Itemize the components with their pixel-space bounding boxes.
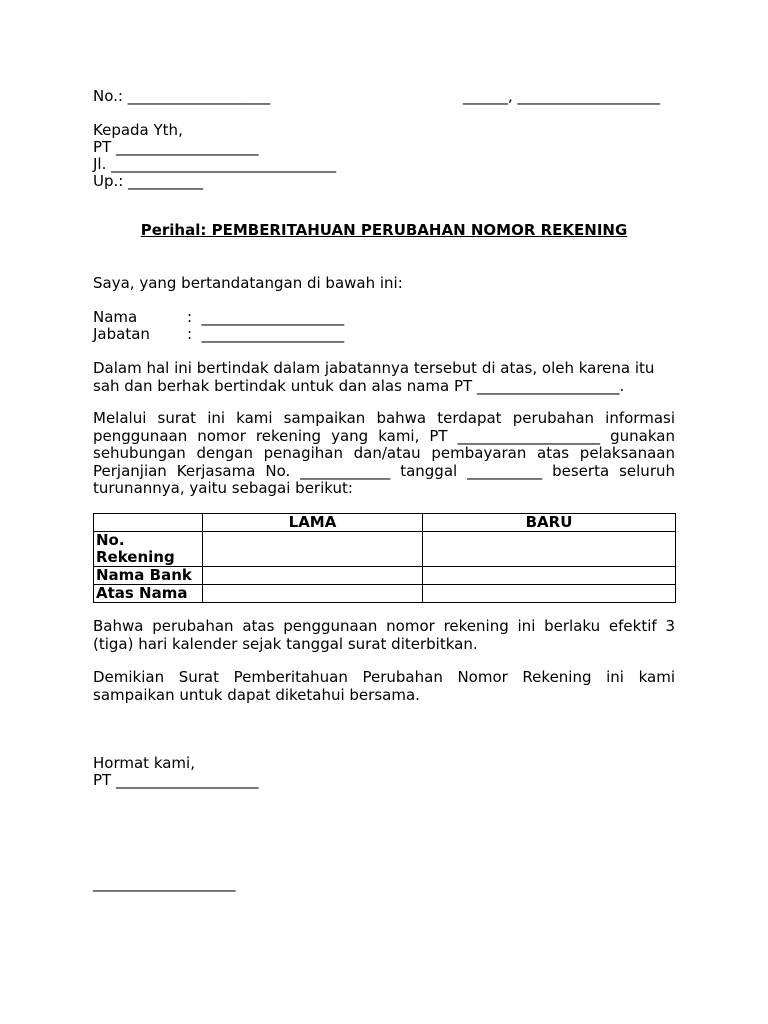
signer-name-row [93, 309, 344, 327]
paragraph-closing [93, 669, 675, 704]
letter-subject: Perihal: PEMBERITAHUAN PERUBAHAN NOMOR REKENING [140, 221, 628, 239]
intro-text: Saya, yang bertandatangan di bawah ini: [93, 274, 403, 292]
recipient-company: PT ___________________ [93, 138, 259, 156]
signature-line: ___________________ [93, 874, 236, 892]
table-header-row [94, 514, 676, 532]
row-label-bank-name: Nama Bank [94, 567, 203, 585]
old-account-number-cell [203, 532, 423, 567]
recipient-attention: Up.: __________ [93, 172, 204, 190]
signer-name-label: Nama [93, 308, 138, 326]
account-change-table [93, 513, 676, 603]
recipient-greeting: Kepada Yth, [93, 121, 183, 139]
paragraph-line: sah dan berhak bertindak untuk dan alas nama PT ___________________. [93, 376, 625, 395]
table-header-blank [94, 514, 203, 532]
closing-company: PT ___________________ [93, 771, 259, 789]
paragraph-line: Demikian Surat Pemberitahuan Perubahan Nomor Rekening ini kami [93, 668, 675, 686]
old-bank-name-cell [203, 567, 423, 585]
new-bank-name-cell [423, 567, 676, 585]
table-row [94, 567, 676, 585]
signer-position-row [93, 326, 344, 344]
table-row [94, 532, 676, 567]
paragraph-line: sehubungan dengan penagihan dan/atau pembayaran atas pelaksanaan [93, 444, 675, 462]
paragraph-line: turunannya, yaitu sebagai berikut: [93, 479, 353, 497]
new-account-holder-cell [423, 585, 676, 603]
table-row [94, 585, 676, 603]
table-header-new: BARU [423, 514, 676, 532]
paragraph-effective [93, 618, 675, 653]
old-account-holder-cell [203, 585, 423, 603]
paragraph-authority [93, 360, 675, 395]
row-label-account-holder: Atas Nama [94, 585, 203, 603]
paragraph-line: penggunaan nomor rekening yang kami, PT ___________________ gunakan [93, 426, 675, 445]
paragraph-line: Bahwa perubahan atas penggunaan nomor rekening ini berlaku efektif 3 [93, 617, 675, 635]
letter-number: No.: ___________________ [93, 87, 271, 105]
closing-salutation: Hormat kami, [93, 754, 195, 772]
row-label-account-number: No. Rekening [94, 532, 203, 567]
paragraph-line: Dalam hal ini bertindak dalam jabatannya tersebut di atas, oleh karena itu [93, 359, 655, 377]
paragraph-notification [93, 410, 675, 498]
place-date: ______, ___________________ [463, 87, 661, 105]
new-account-number-cell [423, 532, 676, 567]
paragraph-line: Perjanjian Kerjasama No. ____________ tanggal __________ beserta seluruh [93, 461, 675, 480]
signer-name-value: : ___________________ [187, 308, 345, 326]
paragraph-line: Melalui surat ini kami sampaikan bahwa terdapat perubahan informasi [93, 409, 675, 427]
paragraph-line: (tiga) hari kalender sejak tanggal surat diterbitkan. [93, 634, 478, 653]
recipient-street: Jl. ______________________________ [93, 155, 337, 173]
signer-position-value: : ___________________ [187, 325, 345, 343]
paragraph-line: sampaikan untuk dapat diketahui bersama. [93, 685, 420, 704]
signer-position-label: Jabatan [93, 325, 150, 343]
table-header-old: LAMA [203, 514, 423, 532]
